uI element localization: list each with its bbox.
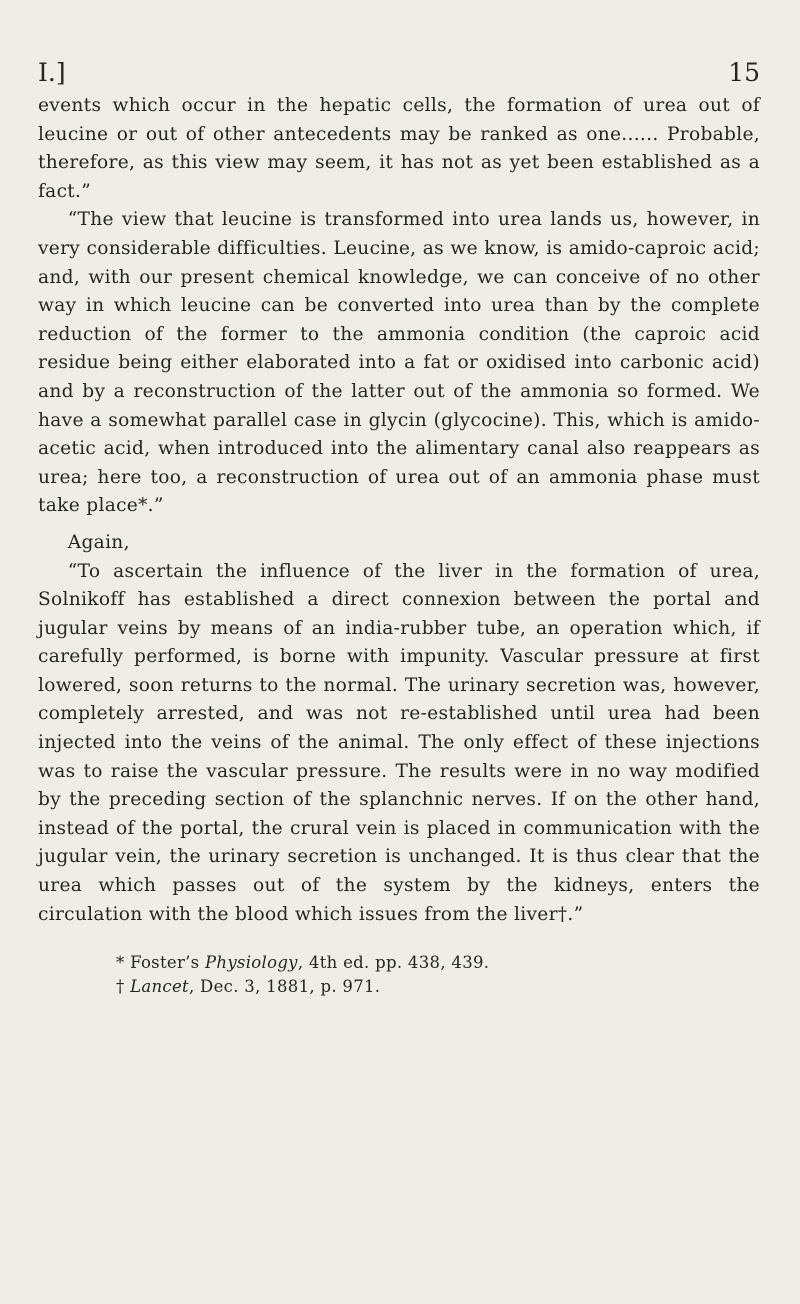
paragraph-3: “To ascertain the influence of the liver in the formation of urea, Solnikoff has established a direct connexion between the portal and jugular veins by means of an india-rubber tube, an operation which, if carefully performed, is borne with impunity. Vascular pressure at first lowered, soon returns to the normal. The urinary secretion was, however, completely arrested, and was not re-established until urea had been injected into the veins of the animal. The only effect of these injections was to raise the vascular pressure. The results were in no way modified by the preceding section of the splanchnic nerves. If on the other hand, instead of the portal, the crural vein is placed in communication with the jugular vein, the urinary secretion is unchanged. It is thus clear that the urea which passes out of the system by the kidneys, enters the circulation with the blood which issues from the liver†.” xyxy=(38,560,760,925)
footnote-1-suffix: , 4th ed. pp. 438, 439. xyxy=(297,953,490,973)
body-text xyxy=(38,92,760,929)
paragraph-1: events which occur in the hepatic cells, the formation of urea out of leucine or out of other antecedents may be ranked as one...... Probable, therefore, as this view may seem, it has not as yet been established as a fact.” xyxy=(38,95,760,202)
paragraph-2: “The view that leucine is transformed into urea lands us, however, in very considerable difficulties. Leucine, as we know, is amido-caproic acid; and, with our present chemical knowledge, we can conceive of no other way in which leucine can be converted into urea than by the complete reduction of the former to the ammonia condition (the caproic acid residue being either elaborated into a fat or oxidised into carbonic acid) and by a reconstruction of the latter out of the ammonia so formed. We have a somewhat parallel case in glycin (glycocine). This, which is amido-acetic acid, when introduced into the alimentary canal also reappears as urea; here too, a reconstruction of urea out of an ammonia phase must take place*.” xyxy=(38,209,760,517)
footnote-2-title: Lancet xyxy=(130,977,189,997)
again-line: Again, xyxy=(67,531,130,553)
footnote-2 xyxy=(116,975,760,999)
footnotes xyxy=(38,951,760,999)
page-number: 15 xyxy=(728,58,760,87)
footnote-1-title: Physiology xyxy=(204,953,298,973)
footnote-1 xyxy=(116,951,760,975)
page xyxy=(38,58,760,999)
footnote-2-suffix: , Dec. 3, 1881, p. 971. xyxy=(188,977,381,997)
chapter-marker: I.] xyxy=(38,58,66,87)
footnote-1-prefix: * Foster’s xyxy=(116,953,205,973)
footnote-2-prefix: † xyxy=(116,977,131,997)
running-header xyxy=(38,58,760,92)
